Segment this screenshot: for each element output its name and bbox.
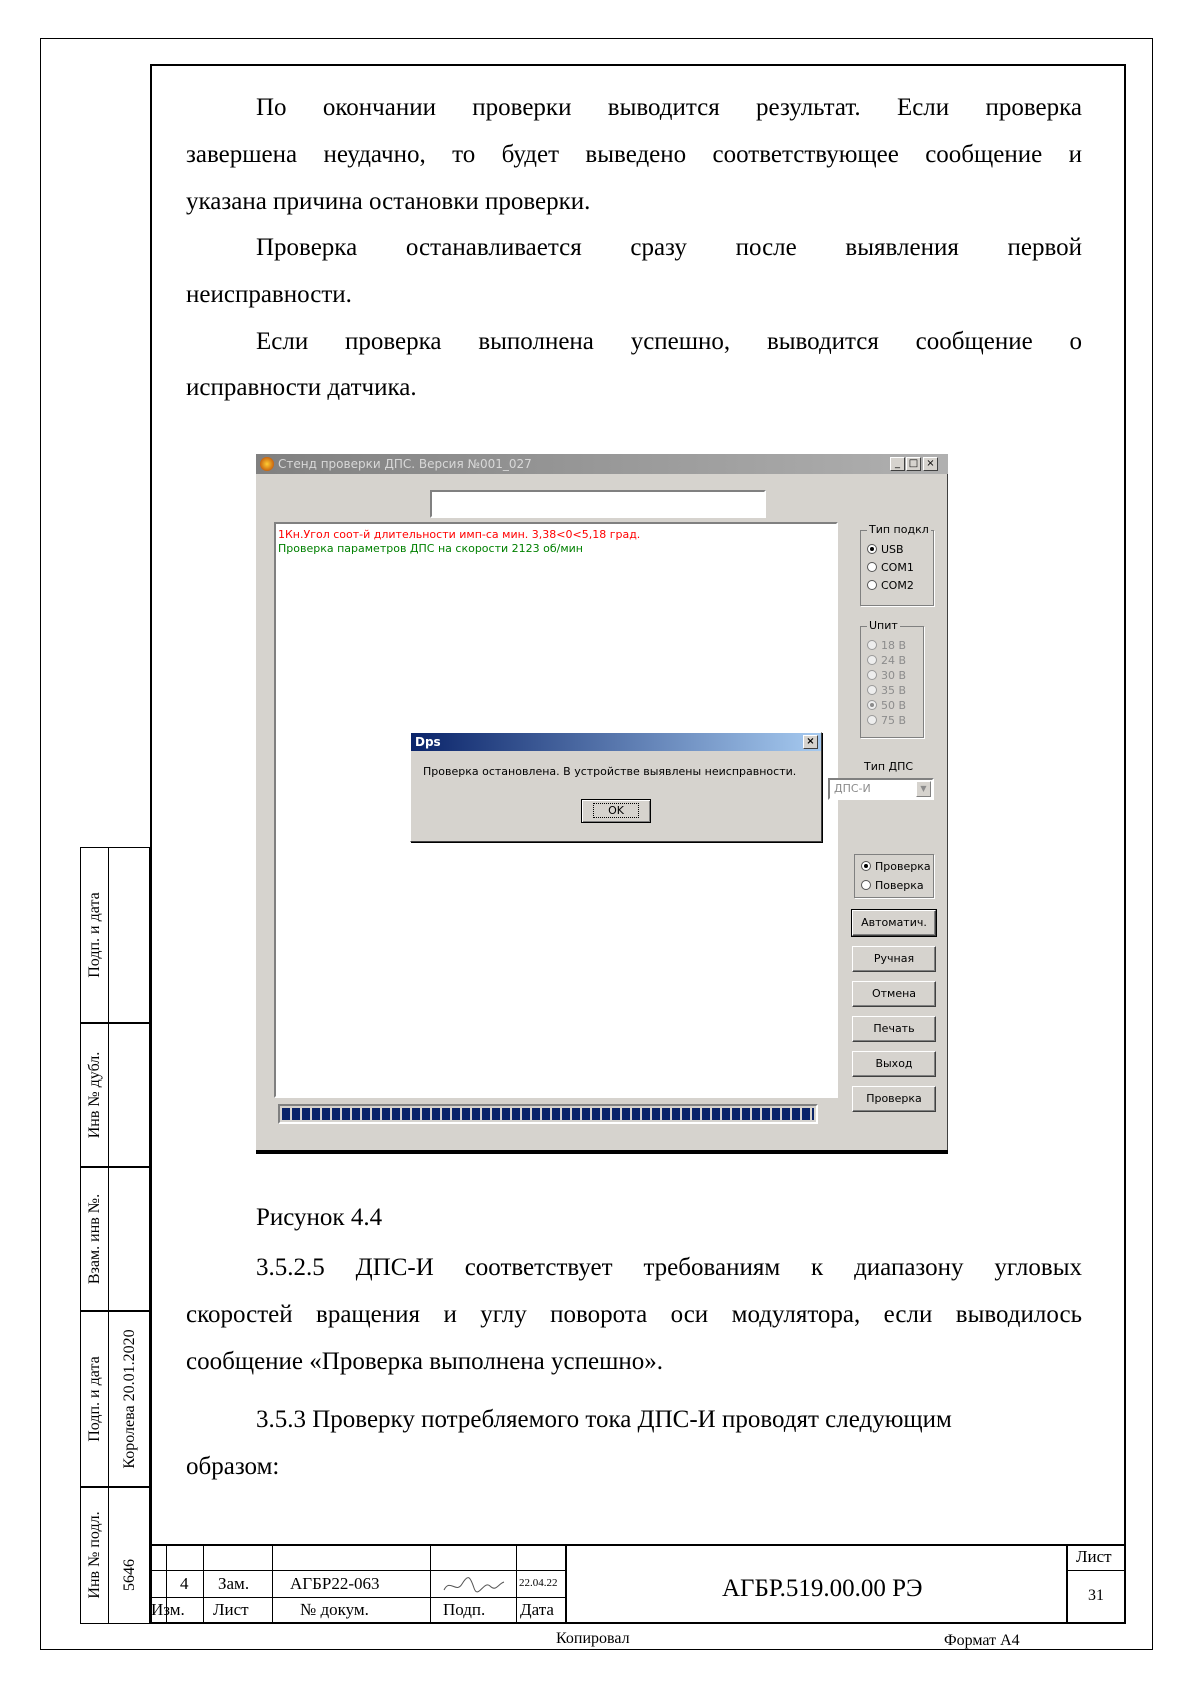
radio-50v[interactable]: 50 В (867, 699, 906, 713)
dialog-close-icon[interactable]: × (803, 735, 818, 749)
stamp-col-7 (1066, 1544, 1068, 1624)
stamp-col-3 (272, 1544, 273, 1624)
side-stamp-label-5: Инв № подл. (86, 1511, 103, 1599)
stamp-header-list: Лист (213, 1600, 249, 1619)
stamp-top-line (150, 1544, 1126, 1546)
footer-copied: Копировал (556, 1630, 630, 1647)
side-stamp-divider (108, 847, 109, 1624)
stamp-doc-no: АГБР22-063 (290, 1574, 380, 1593)
error-dialog (410, 732, 822, 842)
paragraph-2-line-1: Проверка останавливается сразу после выявления первой (256, 234, 1082, 261)
log-line-info: Проверка параметров ДПС на скорости 2123 об/мин (278, 542, 583, 555)
paragraph-4-line-3: сообщение «Проверка выполнена успешно». (186, 1348, 663, 1375)
radio-30v[interactable]: 30 В (867, 669, 906, 683)
progress-fill (282, 1108, 814, 1120)
screenshot-bottom-edge (256, 1150, 948, 1154)
paragraph-5-line-1: 3.5.3 Проверку потребляемого тока ДПС-И проводят следующим (256, 1406, 952, 1433)
dps-type-select[interactable] (828, 778, 934, 800)
figure-caption: Рисунок 4.4 (256, 1204, 383, 1231)
paragraph-5-line-2: образом: (186, 1453, 280, 1480)
radio-75v[interactable]: 75 В (867, 714, 906, 728)
mode-group (854, 854, 934, 898)
print-button[interactable]: Печать (852, 1016, 936, 1042)
log-line-error: 1Кн.Угол соот-й длительности имп-са мин. 3,38<0<5,18 град. (278, 528, 641, 541)
radio-usb[interactable]: USB (867, 543, 904, 557)
check-button[interactable]: Проверка (852, 1086, 936, 1112)
stamp-header-izm: Изм. (151, 1600, 185, 1619)
side-stamp-label-2: Инв № дубл. (86, 1051, 103, 1139)
sheet-number: 31 (1088, 1587, 1104, 1604)
ok-button[interactable] (581, 799, 651, 823)
stamp-col-2 (203, 1544, 204, 1624)
chevron-down-icon[interactable]: ▼ (916, 781, 931, 797)
voltage-label: Uпит (869, 619, 898, 632)
stamp-change-no: 4 (180, 1574, 189, 1593)
dps-type-value: ДПС-И (834, 782, 871, 795)
paragraph-1-line-2: завершена неудачно, то будет выведено соответствующее сообщение и (186, 141, 1082, 168)
paragraph-4-line-2: скоростей вращения и углу поворота оси модулятора, если выводилось (186, 1301, 1082, 1328)
stamp-header-doc: № докум. (300, 1600, 369, 1619)
footer-format: Формат А4 (944, 1632, 1020, 1649)
minimize-icon[interactable]: _ (890, 457, 905, 471)
voltage-group (860, 619, 924, 738)
dps-type-label: Тип ДПС (864, 760, 914, 773)
connection-type-label: Тип подкл (869, 523, 929, 536)
stamp-row-line-2 (150, 1597, 565, 1598)
paragraph-1-line-1: По окончании проверки выводится результат. Если проверка (256, 94, 1082, 121)
dialog-title-bar (411, 733, 821, 751)
paragraph-3-line-2: исправности датчика. (186, 374, 417, 401)
dialog-title: Dps (415, 735, 441, 749)
paragraph-2-line-2: неисправности. (186, 281, 352, 308)
paragraph-1-line-3: указана причина остановки проверки. (186, 188, 591, 215)
top-input[interactable] (430, 490, 766, 518)
stamp-header-podp: Подп. (443, 1600, 486, 1619)
manual-button[interactable]: Ручная (852, 946, 936, 972)
auto-button[interactable]: Автоматич. (852, 910, 936, 936)
app-title-bar (256, 454, 948, 474)
paragraph-4-line-1: 3.5.2.5 ДПС-И соответствует требованиям к диапазону угловых (256, 1254, 1082, 1281)
signature-image (440, 1574, 506, 1596)
connection-type-group (860, 523, 934, 606)
app-window-screenshot (256, 454, 948, 1154)
ok-label: OK (593, 803, 639, 818)
stamp-header-date: Дата (520, 1600, 554, 1619)
exit-button[interactable]: Выход (852, 1051, 936, 1077)
side-stamp-signer: Королева 20.01.2020 (121, 1329, 138, 1469)
progress-bar (278, 1104, 818, 1124)
radio-com1[interactable]: COM1 (867, 561, 914, 575)
maximize-icon[interactable]: □ (906, 457, 921, 471)
stamp-col-6 (565, 1544, 567, 1624)
stamp-col-5 (516, 1544, 517, 1624)
side-stamp-label-4: Подп. и дата (86, 1356, 103, 1442)
sheet-label: Лист (1076, 1547, 1112, 1566)
stamp-change-type: Зам. (218, 1574, 250, 1593)
radio-18v[interactable]: 18 В (867, 639, 906, 653)
radio-35v[interactable]: 35 В (867, 684, 906, 698)
side-stamp-label-1: Подп. и дата (86, 892, 103, 978)
radio-check[interactable]: Проверка (861, 860, 931, 874)
stamp-row-line-1 (150, 1570, 565, 1571)
dialog-message: Проверка остановлена. В устройстве выявлены неисправности. (423, 765, 797, 778)
app-icon (260, 457, 274, 471)
stamp-sheet-line (1066, 1570, 1126, 1571)
app-title: Стенд проверки ДПС. Версия №001_027 (278, 457, 532, 471)
side-stamp-label-3: Взам. инв №. (86, 1193, 103, 1285)
cancel-button[interactable]: Отмена (852, 981, 936, 1007)
close-icon[interactable]: × (923, 457, 938, 471)
side-stamp-inv-no: 5646 (121, 1559, 138, 1591)
radio-com2[interactable]: COM2 (867, 579, 914, 593)
stamp-date: 22.04.22 (519, 1577, 558, 1589)
paragraph-3-line-1: Если проверка выполнена успешно, выводится сообщение о (256, 328, 1082, 355)
stamp-col-4 (430, 1544, 431, 1624)
radio-verify[interactable]: Поверка (861, 879, 924, 893)
radio-24v[interactable]: 24 В (867, 654, 906, 668)
document-designation: АГБР.519.00.00 РЭ (722, 1575, 923, 1602)
